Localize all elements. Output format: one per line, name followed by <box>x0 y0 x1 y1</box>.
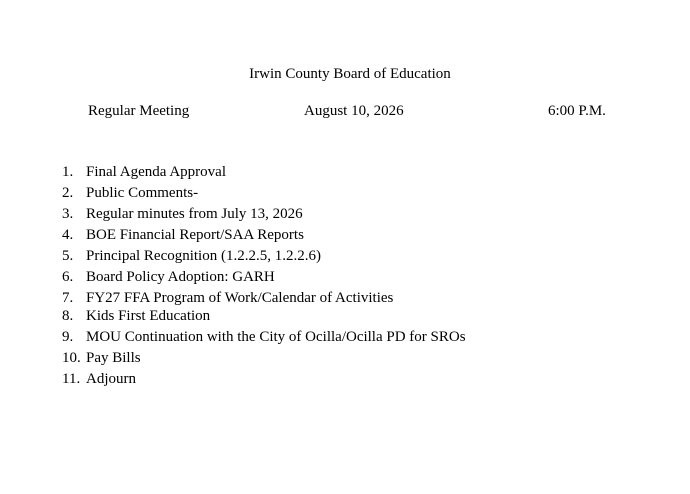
agenda-item <box>62 268 466 286</box>
agenda-item-number: 8. <box>62 308 74 324</box>
meeting-date: August 10, 2026 <box>304 103 404 119</box>
agenda-item-text: FY27 FFA Program of Work/Calendar of Activities <box>86 290 394 306</box>
agenda-item-text: Board Policy Adoption: GARH <box>86 269 275 285</box>
agenda-item <box>62 289 466 307</box>
agenda-item-number: 2. <box>62 185 74 201</box>
agenda-item <box>62 307 466 325</box>
agenda-item-number: 4. <box>62 227 74 243</box>
agenda-item-number: 10. <box>62 350 81 366</box>
meeting-time: 6:00 P.M. <box>548 103 606 119</box>
agenda-item-number: 7. <box>62 290 74 306</box>
agenda-item-text: Final Agenda Approval <box>86 164 226 180</box>
agenda-item-text: Public Comments- <box>86 185 199 201</box>
agenda-item <box>62 370 466 388</box>
agenda-item-number: 1. <box>62 164 74 180</box>
agenda-item-text: Principal Recognition (1.2.2.5, 1.2.2.6) <box>86 248 321 264</box>
agenda-item <box>62 226 466 244</box>
agenda-item-number: 11. <box>62 371 81 387</box>
agenda-item-text: Kids First Education <box>86 308 211 324</box>
agenda-list <box>62 163 466 387</box>
agenda-item-text: MOU Continuation with the City of Ocilla/Ocilla PD for SROs <box>86 329 466 345</box>
agenda-item-text: Adjourn <box>86 371 136 387</box>
agenda-item-text: Regular minutes from July 13, 2026 <box>86 206 303 222</box>
agenda-item-text: Pay Bills <box>86 350 141 366</box>
agenda-item <box>62 205 466 223</box>
agenda-item-number: 9. <box>62 329 74 345</box>
meeting-type: Regular Meeting <box>88 103 190 119</box>
agenda-item-number: 3. <box>62 206 74 222</box>
agenda-item-text: BOE Financial Report/SAA Reports <box>86 227 304 243</box>
agenda-item <box>62 247 466 265</box>
document-title: Irwin County Board of Education <box>249 66 451 82</box>
agenda-item <box>62 163 466 181</box>
agenda-item-number: 6. <box>62 269 74 285</box>
agenda-item <box>62 184 466 202</box>
agenda-item <box>62 328 466 346</box>
agenda-item-number: 5. <box>62 248 74 264</box>
agenda-item <box>62 349 466 367</box>
